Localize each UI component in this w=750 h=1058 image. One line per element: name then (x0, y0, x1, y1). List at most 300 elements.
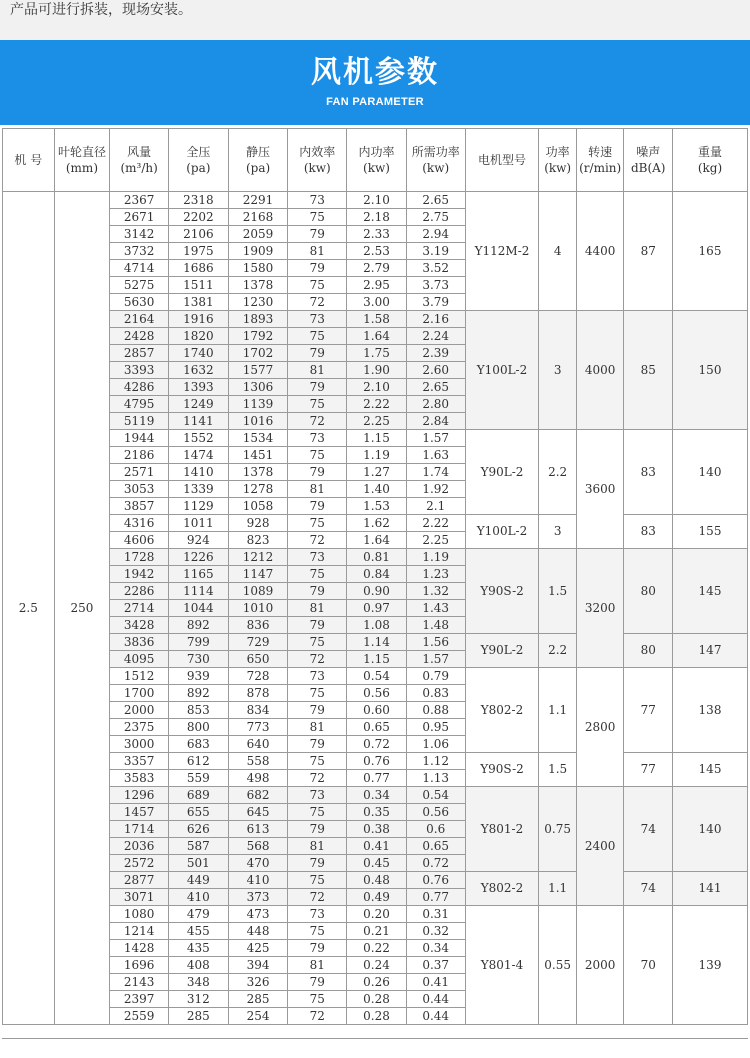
total-pressure-cell: 1141 (168, 413, 228, 430)
total-pressure-cell: 348 (168, 974, 228, 991)
required-power-cell: 1.06 (406, 736, 465, 753)
total-pressure-cell: 312 (168, 991, 228, 1008)
airflow-cell: 2571 (110, 464, 169, 481)
speed-cell: 4000 (576, 311, 624, 430)
noise-cell: 70 (624, 906, 673, 1025)
total-pressure-cell: 1552 (168, 430, 228, 447)
weight-cell: 147 (673, 634, 748, 668)
airflow-cell: 1296 (110, 787, 169, 804)
total-pressure-cell: 1686 (168, 260, 228, 277)
speed-cell: 3200 (576, 549, 624, 668)
required-power-cell: 0.34 (406, 940, 465, 957)
internal-power-cell: 1.27 (347, 464, 407, 481)
total-pressure-cell: 1249 (168, 396, 228, 413)
required-power-cell: 2.65 (406, 379, 465, 396)
internal-power-cell: 0.20 (347, 906, 407, 923)
header-cell (288, 129, 347, 192)
total-pressure-cell: 1916 (168, 311, 228, 328)
internal-efficiency-cell: 72 (288, 770, 347, 787)
total-pressure-cell: 1165 (168, 566, 228, 583)
internal-efficiency-cell: 79 (288, 617, 347, 634)
total-pressure-cell: 1975 (168, 243, 228, 260)
static-pressure-cell: 1212 (228, 549, 288, 566)
fan-parameter-table (2, 128, 748, 1025)
internal-efficiency-cell: 79 (288, 379, 347, 396)
noise-cell: 83 (624, 515, 673, 549)
noise-cell: 80 (624, 634, 673, 668)
static-pressure-cell: 640 (228, 736, 288, 753)
motor-model-cell: Y112M-2 (465, 192, 539, 311)
internal-power-cell: 1.53 (347, 498, 407, 515)
weight-cell: 141 (673, 872, 748, 906)
required-power-cell: 0.31 (406, 906, 465, 923)
internal-efficiency-cell: 75 (288, 634, 347, 651)
internal-efficiency-cell: 75 (288, 923, 347, 940)
required-power-cell: 3.52 (406, 260, 465, 277)
header-text: 静压 (246, 145, 271, 159)
airflow-cell: 1512 (110, 668, 169, 685)
static-pressure-cell: 1139 (228, 396, 288, 413)
weight-cell: 150 (673, 311, 748, 430)
required-power-cell: 0.6 (406, 821, 465, 838)
internal-power-cell: 1.58 (347, 311, 407, 328)
required-power-cell: 0.79 (406, 668, 465, 685)
airflow-cell: 3428 (110, 617, 169, 634)
static-pressure-cell: 1278 (228, 481, 288, 498)
header-text: 全压 (186, 145, 211, 159)
weight-cell: 138 (673, 668, 748, 753)
required-power-cell: 1.19 (406, 549, 465, 566)
header-cell (168, 129, 228, 192)
airflow-cell: 3071 (110, 889, 169, 906)
table-row (3, 430, 748, 447)
internal-power-cell: 2.95 (347, 277, 407, 294)
internal-efficiency-cell: 81 (288, 362, 347, 379)
header-text: 机 号 (14, 153, 43, 167)
motor-power-cell: 1.5 (539, 753, 576, 787)
static-pressure-cell: 1010 (228, 600, 288, 617)
header-cell (3, 129, 55, 192)
internal-efficiency-cell: 75 (288, 753, 347, 770)
airflow-cell: 3732 (110, 243, 169, 260)
motor-power-cell: 2.2 (539, 634, 576, 668)
noise-cell: 74 (624, 787, 673, 872)
total-pressure-cell: 1393 (168, 379, 228, 396)
internal-efficiency-cell: 72 (288, 1008, 347, 1025)
table-row (3, 311, 748, 328)
speed-cell: 3600 (576, 430, 624, 549)
airflow-cell: 1696 (110, 957, 169, 974)
airflow-cell: 3142 (110, 226, 169, 243)
header-cell (110, 129, 169, 192)
internal-efficiency-cell: 73 (288, 192, 347, 209)
required-power-cell: 1.48 (406, 617, 465, 634)
table-row (3, 515, 748, 532)
header-cell (539, 129, 576, 192)
airflow-cell: 3836 (110, 634, 169, 651)
required-power-cell: 1.74 (406, 464, 465, 481)
internal-efficiency-cell: 73 (288, 906, 347, 923)
internal-power-cell: 1.15 (347, 430, 407, 447)
internal-efficiency-cell: 75 (288, 515, 347, 532)
airflow-cell: 2286 (110, 583, 169, 600)
required-power-cell: 0.76 (406, 872, 465, 889)
static-pressure-cell: 558 (228, 753, 288, 770)
static-pressure-cell: 1089 (228, 583, 288, 600)
internal-power-cell: 2.22 (347, 396, 407, 413)
header-cell (347, 129, 407, 192)
static-pressure-cell: 1016 (228, 413, 288, 430)
internal-power-cell: 2.18 (347, 209, 407, 226)
machine-number-cell: 2.5 (3, 192, 55, 1025)
total-pressure-cell: 1474 (168, 447, 228, 464)
required-power-cell: 3.79 (406, 294, 465, 311)
airflow-cell: 2877 (110, 872, 169, 889)
next-table-edge (2, 1038, 748, 1058)
internal-efficiency-cell: 79 (288, 260, 347, 277)
required-power-cell: 0.44 (406, 1008, 465, 1025)
airflow-cell: 2143 (110, 974, 169, 991)
internal-power-cell: 1.40 (347, 481, 407, 498)
motor-model-cell: Y90S-2 (465, 549, 539, 634)
internal-power-cell: 0.90 (347, 583, 407, 600)
static-pressure-cell: 836 (228, 617, 288, 634)
airflow-cell: 3357 (110, 753, 169, 770)
total-pressure-cell: 1226 (168, 549, 228, 566)
motor-power-cell: 0.75 (539, 787, 576, 872)
internal-power-cell: 0.77 (347, 770, 407, 787)
required-power-cell: 0.37 (406, 957, 465, 974)
header-text: (kw) (422, 161, 450, 175)
weight-cell: 145 (673, 549, 748, 634)
internal-efficiency-cell: 72 (288, 889, 347, 906)
airflow-cell: 1457 (110, 804, 169, 821)
internal-power-cell: 0.60 (347, 702, 407, 719)
total-pressure-cell: 2202 (168, 209, 228, 226)
internal-power-cell: 1.64 (347, 532, 407, 549)
motor-model-cell: Y90L-2 (465, 430, 539, 515)
header-text: 所需功率 (411, 145, 460, 159)
internal-power-cell: 1.62 (347, 515, 407, 532)
airflow-cell: 1728 (110, 549, 169, 566)
internal-efficiency-cell: 79 (288, 855, 347, 872)
banner-subtitle: FAN PARAMETER (326, 96, 424, 108)
total-pressure-cell: 939 (168, 668, 228, 685)
required-power-cell: 2.16 (406, 311, 465, 328)
required-power-cell: 2.60 (406, 362, 465, 379)
airflow-cell: 2186 (110, 447, 169, 464)
static-pressure-cell: 1378 (228, 277, 288, 294)
static-pressure-cell: 470 (228, 855, 288, 872)
static-pressure-cell: 1577 (228, 362, 288, 379)
required-power-cell: 1.13 (406, 770, 465, 787)
total-pressure-cell: 587 (168, 838, 228, 855)
airflow-cell: 3053 (110, 481, 169, 498)
required-power-cell: 2.24 (406, 328, 465, 345)
airflow-cell: 4795 (110, 396, 169, 413)
required-power-cell: 2.1 (406, 498, 465, 515)
internal-efficiency-cell: 73 (288, 430, 347, 447)
internal-efficiency-cell: 81 (288, 600, 347, 617)
header-text: 功率 (545, 145, 570, 159)
internal-power-cell: 0.72 (347, 736, 407, 753)
required-power-cell: 0.56 (406, 804, 465, 821)
header-text: (pa) (186, 161, 211, 175)
airflow-cell: 2367 (110, 192, 169, 209)
internal-power-cell: 0.56 (347, 685, 407, 702)
header-text: (kw) (544, 161, 572, 175)
required-power-cell: 1.43 (406, 600, 465, 617)
motor-model-cell: Y802-2 (465, 872, 539, 906)
total-pressure-cell: 559 (168, 770, 228, 787)
parameter-table-wrap (0, 128, 750, 1058)
airflow-cell: 1714 (110, 821, 169, 838)
motor-model-cell: Y100L-2 (465, 311, 539, 430)
required-power-cell: 0.32 (406, 923, 465, 940)
airflow-cell: 3393 (110, 362, 169, 379)
weight-cell: 155 (673, 515, 748, 549)
noise-cell: 77 (624, 753, 673, 787)
static-pressure-cell: 1306 (228, 379, 288, 396)
total-pressure-cell: 1410 (168, 464, 228, 481)
speed-cell: 2000 (576, 906, 624, 1025)
internal-power-cell: 0.45 (347, 855, 407, 872)
noise-cell: 87 (624, 192, 673, 311)
internal-power-cell: 0.97 (347, 600, 407, 617)
table-row (3, 787, 748, 804)
internal-efficiency-cell: 75 (288, 872, 347, 889)
internal-efficiency-cell: 79 (288, 974, 347, 991)
total-pressure-cell: 1129 (168, 498, 228, 515)
motor-power-cell: 2.2 (539, 430, 576, 515)
header-text: (kg) (697, 161, 723, 175)
internal-power-cell: 0.49 (347, 889, 407, 906)
total-pressure-cell: 799 (168, 634, 228, 651)
internal-efficiency-cell: 79 (288, 345, 347, 362)
internal-efficiency-cell: 75 (288, 991, 347, 1008)
internal-efficiency-cell: 75 (288, 396, 347, 413)
internal-power-cell: 2.33 (347, 226, 407, 243)
table-row (3, 192, 748, 209)
internal-power-cell: 0.41 (347, 838, 407, 855)
required-power-cell: 2.94 (406, 226, 465, 243)
internal-efficiency-cell: 75 (288, 328, 347, 345)
airflow-cell: 5275 (110, 277, 169, 294)
internal-power-cell: 0.38 (347, 821, 407, 838)
airflow-cell: 3857 (110, 498, 169, 515)
static-pressure-cell: 1058 (228, 498, 288, 515)
static-pressure-cell: 823 (228, 532, 288, 549)
internal-power-cell: 2.53 (347, 243, 407, 260)
airflow-cell: 1700 (110, 685, 169, 702)
required-power-cell: 0.41 (406, 974, 465, 991)
header-text: (mm) (65, 161, 98, 175)
header-text: 内效率 (299, 145, 336, 159)
motor-model-cell: Y100L-2 (465, 515, 539, 549)
internal-efficiency-cell: 75 (288, 685, 347, 702)
motor-power-cell: 4 (539, 192, 576, 311)
header-cell (228, 129, 288, 192)
static-pressure-cell: 394 (228, 957, 288, 974)
static-pressure-cell: 410 (228, 872, 288, 889)
header-text: 电机型号 (477, 153, 526, 167)
internal-efficiency-cell: 81 (288, 481, 347, 498)
airflow-cell: 2164 (110, 311, 169, 328)
airflow-cell: 1942 (110, 566, 169, 583)
noise-cell: 77 (624, 668, 673, 753)
weight-cell: 165 (673, 192, 748, 311)
airflow-cell: 2559 (110, 1008, 169, 1025)
internal-power-cell: 0.84 (347, 566, 407, 583)
header-text: (pa) (245, 161, 271, 175)
static-pressure-cell: 473 (228, 906, 288, 923)
internal-efficiency-cell: 75 (288, 209, 347, 226)
static-pressure-cell: 1230 (228, 294, 288, 311)
required-power-cell: 2.80 (406, 396, 465, 413)
motor-power-cell: 1.1 (539, 872, 576, 906)
header-text: 转速 (588, 145, 613, 159)
internal-efficiency-cell: 75 (288, 447, 347, 464)
static-pressure-cell: 729 (228, 634, 288, 651)
required-power-cell: 2.75 (406, 209, 465, 226)
motor-model-cell: Y801-2 (465, 787, 539, 872)
total-pressure-cell: 1339 (168, 481, 228, 498)
airflow-cell: 2857 (110, 345, 169, 362)
motor-power-cell: 0.55 (539, 906, 576, 1025)
header-text: dB(A) (630, 161, 666, 175)
header-cell (576, 129, 624, 192)
total-pressure-cell: 449 (168, 872, 228, 889)
total-pressure-cell: 408 (168, 957, 228, 974)
internal-efficiency-cell: 73 (288, 549, 347, 566)
total-pressure-cell: 853 (168, 702, 228, 719)
internal-efficiency-cell: 79 (288, 736, 347, 753)
required-power-cell: 1.57 (406, 430, 465, 447)
table-row (3, 906, 748, 923)
noise-cell: 74 (624, 872, 673, 906)
airflow-cell: 1944 (110, 430, 169, 447)
header-text: 风量 (127, 145, 152, 159)
total-pressure-cell: 1632 (168, 362, 228, 379)
motor-model-cell: Y801-4 (465, 906, 539, 1025)
airflow-cell: 2671 (110, 209, 169, 226)
static-pressure-cell: 498 (228, 770, 288, 787)
static-pressure-cell: 728 (228, 668, 288, 685)
internal-power-cell: 1.08 (347, 617, 407, 634)
static-pressure-cell: 1909 (228, 243, 288, 260)
total-pressure-cell: 1511 (168, 277, 228, 294)
required-power-cell: 0.72 (406, 855, 465, 872)
noise-cell: 80 (624, 549, 673, 634)
internal-efficiency-cell: 79 (288, 226, 347, 243)
total-pressure-cell: 501 (168, 855, 228, 872)
header-cell (406, 129, 465, 192)
required-power-cell: 0.77 (406, 889, 465, 906)
required-power-cell: 3.19 (406, 243, 465, 260)
internal-efficiency-cell: 79 (288, 821, 347, 838)
internal-power-cell: 0.35 (347, 804, 407, 821)
static-pressure-cell: 1147 (228, 566, 288, 583)
motor-power-cell: 1.1 (539, 668, 576, 753)
static-pressure-cell: 1580 (228, 260, 288, 277)
required-power-cell: 2.65 (406, 192, 465, 209)
internal-efficiency-cell: 81 (288, 243, 347, 260)
total-pressure-cell: 435 (168, 940, 228, 957)
airflow-cell: 1214 (110, 923, 169, 940)
airflow-cell: 2428 (110, 328, 169, 345)
total-pressure-cell: 924 (168, 532, 228, 549)
internal-efficiency-cell: 79 (288, 702, 347, 719)
total-pressure-cell: 2106 (168, 226, 228, 243)
internal-power-cell: 0.34 (347, 787, 407, 804)
static-pressure-cell: 1702 (228, 345, 288, 362)
required-power-cell: 1.32 (406, 583, 465, 600)
internal-power-cell: 1.19 (347, 447, 407, 464)
internal-efficiency-cell: 72 (288, 413, 347, 430)
static-pressure-cell: 650 (228, 651, 288, 668)
internal-efficiency-cell: 72 (288, 532, 347, 549)
internal-power-cell: 0.76 (347, 753, 407, 770)
motor-model-cell: Y90S-2 (465, 753, 539, 787)
airflow-cell: 5119 (110, 413, 169, 430)
internal-power-cell: 1.14 (347, 634, 407, 651)
total-pressure-cell: 479 (168, 906, 228, 923)
internal-power-cell: 0.28 (347, 991, 407, 1008)
header-cell (624, 129, 673, 192)
internal-power-cell: 3.00 (347, 294, 407, 311)
header-text: (kw) (303, 161, 331, 175)
static-pressure-cell: 682 (228, 787, 288, 804)
airflow-cell: 2375 (110, 719, 169, 736)
motor-model-cell: Y802-2 (465, 668, 539, 753)
internal-efficiency-cell: 73 (288, 311, 347, 328)
airflow-cell: 3583 (110, 770, 169, 787)
static-pressure-cell: 2059 (228, 226, 288, 243)
internal-efficiency-cell: 73 (288, 787, 347, 804)
airflow-cell: 4095 (110, 651, 169, 668)
airflow-cell: 2000 (110, 702, 169, 719)
total-pressure-cell: 1044 (168, 600, 228, 617)
table-row (3, 872, 748, 889)
header-text: 噪声 (636, 145, 661, 159)
static-pressure-cell: 254 (228, 1008, 288, 1025)
internal-efficiency-cell: 81 (288, 719, 347, 736)
header-text: 重量 (698, 145, 723, 159)
internal-efficiency-cell: 79 (288, 583, 347, 600)
table-row (3, 634, 748, 651)
header-cell (465, 129, 539, 192)
required-power-cell: 1.57 (406, 651, 465, 668)
airflow-cell: 1080 (110, 906, 169, 923)
header-text: 内功率 (358, 145, 395, 159)
internal-power-cell: 0.21 (347, 923, 407, 940)
static-pressure-cell: 448 (228, 923, 288, 940)
static-pressure-cell: 928 (228, 515, 288, 532)
airflow-cell: 2397 (110, 991, 169, 1008)
internal-power-cell: 2.10 (347, 192, 407, 209)
header-cell (54, 129, 110, 192)
impeller-diameter-cell: 250 (54, 192, 110, 1025)
weight-cell: 140 (673, 430, 748, 515)
table-row (3, 668, 748, 685)
internal-efficiency-cell: 79 (288, 940, 347, 957)
required-power-cell: 2.22 (406, 515, 465, 532)
total-pressure-cell: 689 (168, 787, 228, 804)
required-power-cell: 1.56 (406, 634, 465, 651)
required-power-cell: 1.63 (406, 447, 465, 464)
internal-power-cell: 0.22 (347, 940, 407, 957)
total-pressure-cell: 730 (168, 651, 228, 668)
